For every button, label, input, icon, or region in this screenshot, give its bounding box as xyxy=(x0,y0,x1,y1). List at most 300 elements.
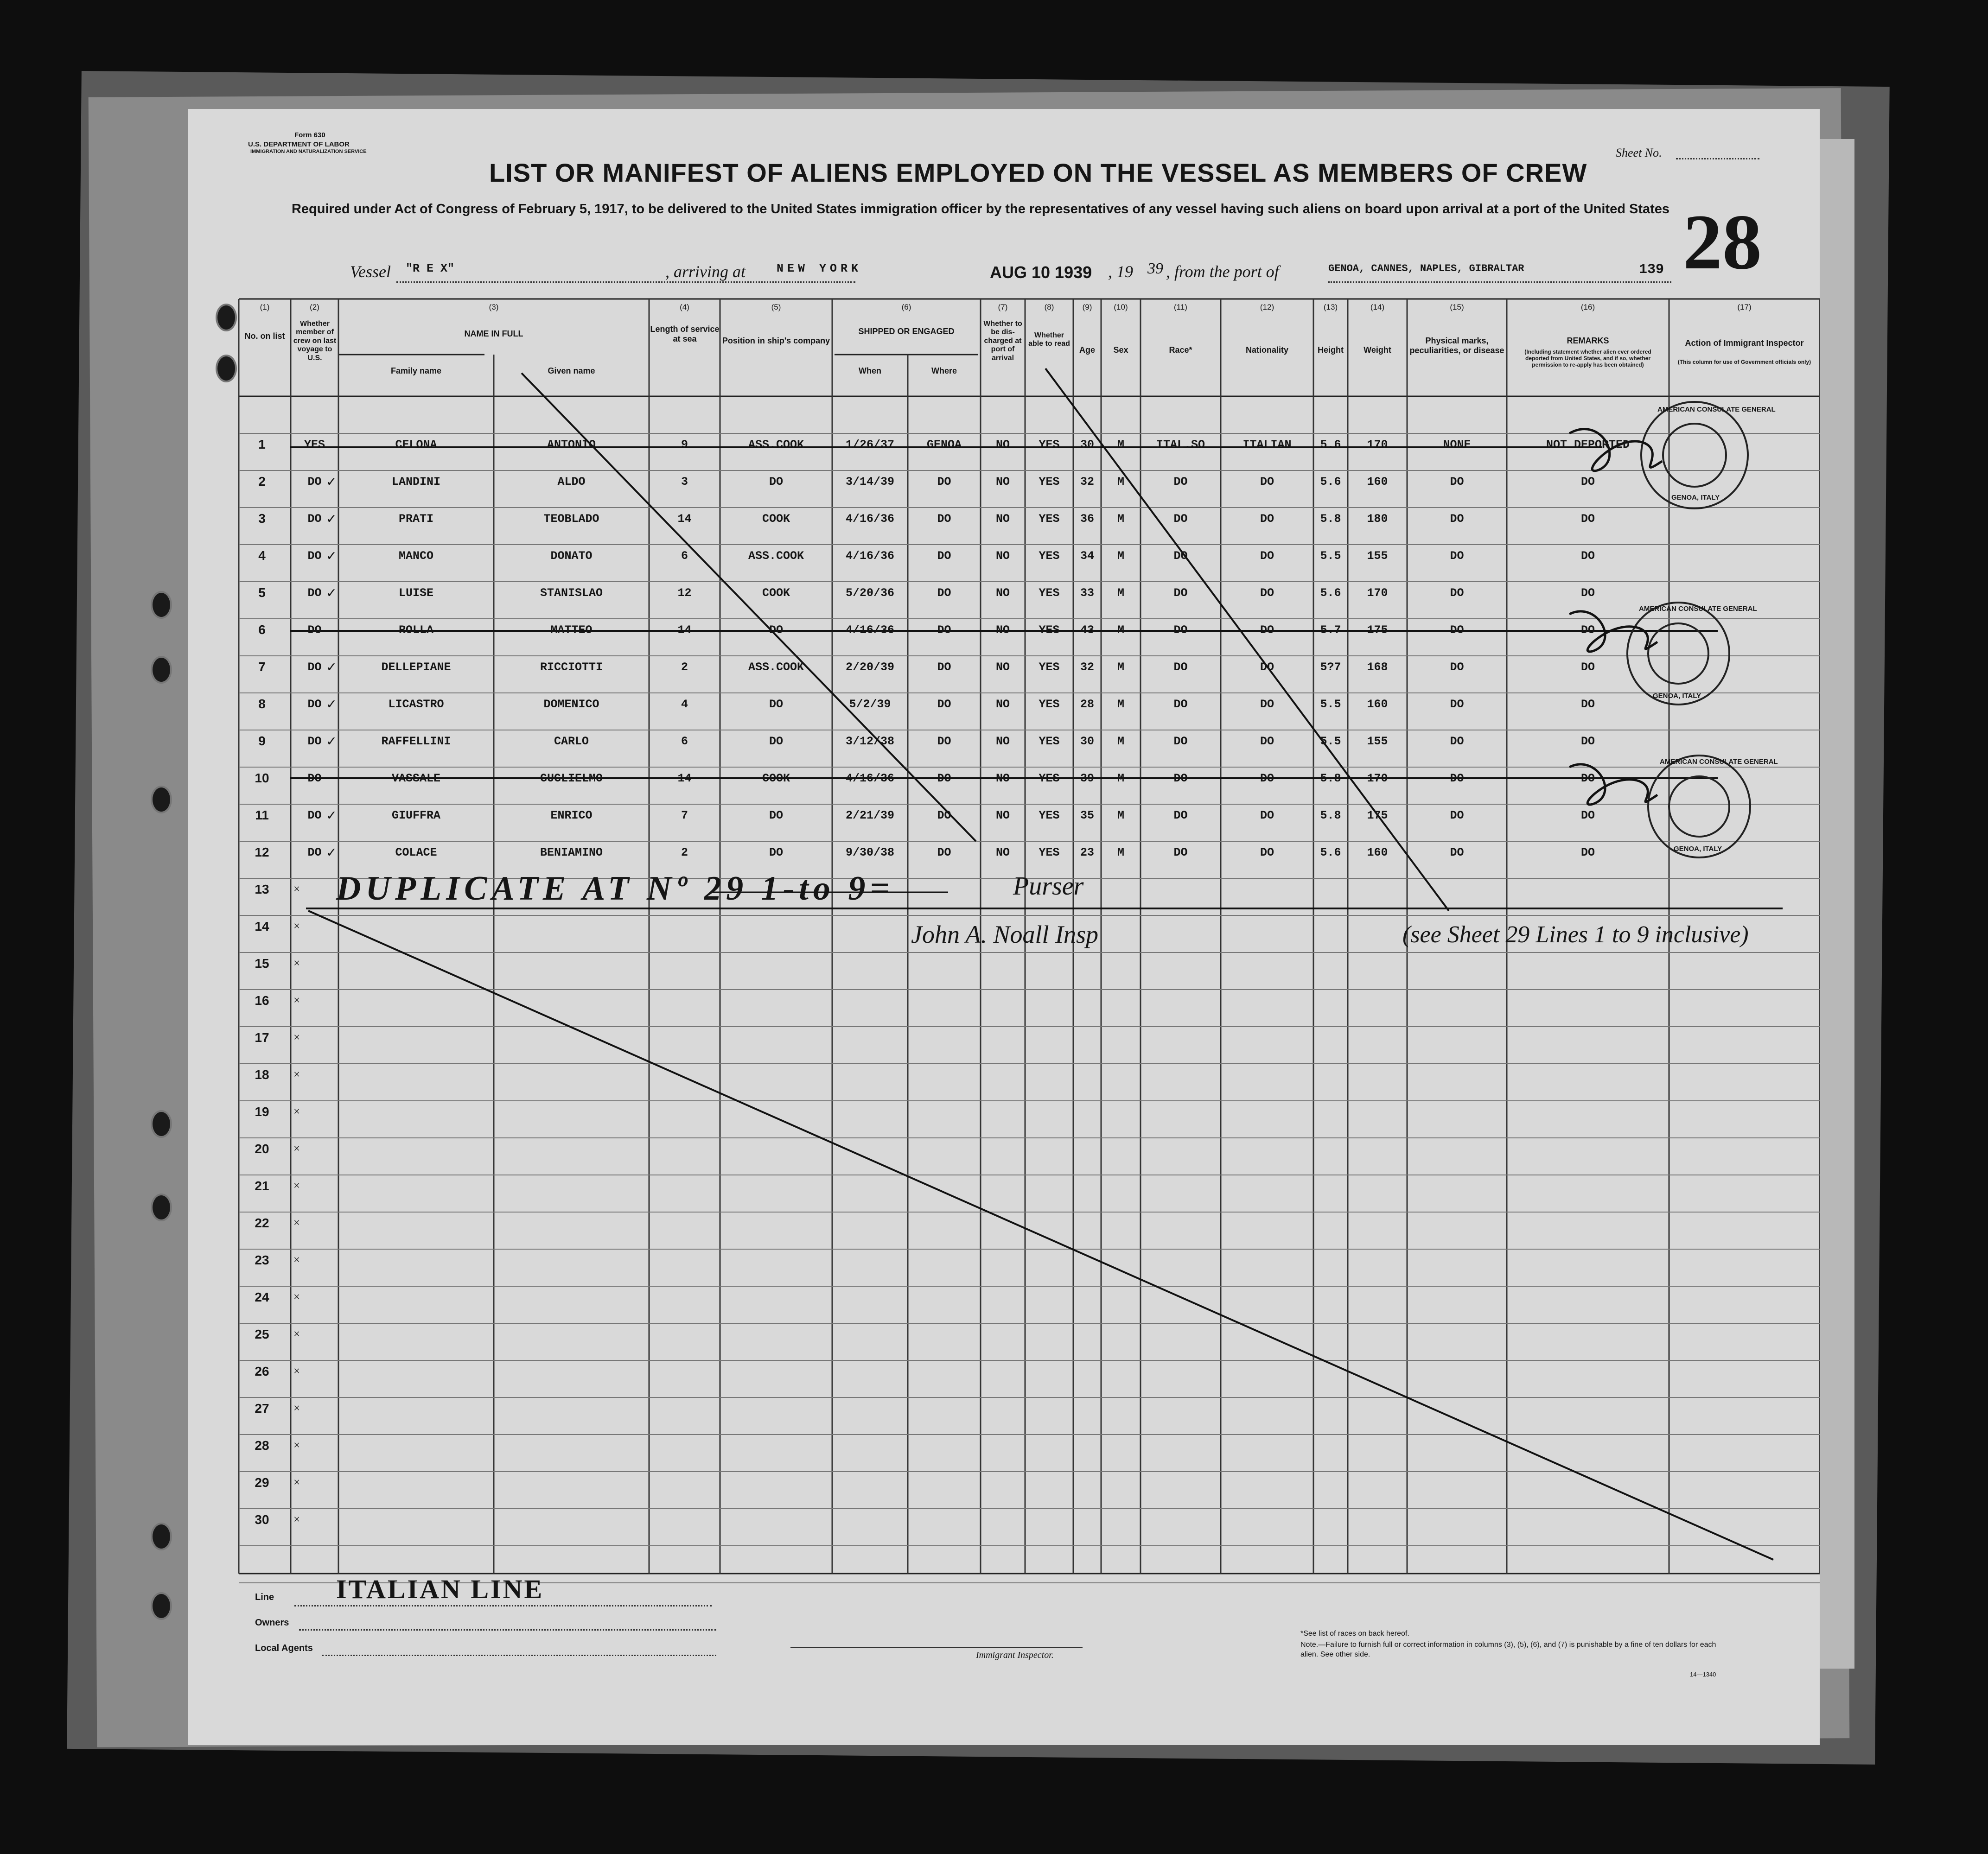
cell-remarks: DO xyxy=(1580,549,1595,563)
x-mark: × xyxy=(293,1143,300,1155)
cell-height: 5.8 xyxy=(1320,809,1341,822)
cell-sex: M xyxy=(1117,549,1124,563)
cell-read: YES xyxy=(1039,809,1060,822)
arriving-label: , arriving at xyxy=(665,262,746,281)
cell-nationality: DO xyxy=(1260,660,1274,674)
x-mark: × xyxy=(293,920,300,933)
row-number: 1 xyxy=(258,437,266,451)
cell-read: YES xyxy=(1039,438,1060,451)
check-mark: ✓ xyxy=(327,585,336,602)
check-mark: ✓ xyxy=(327,659,336,676)
footer-note: Note.—Failure to furnish full or correct information in columns (3), (5), (6), and (7) is punishable by a fine of ten dollars for each alien. See other side. xyxy=(1300,1641,1716,1658)
header-discharged: Whether to be dis-charged at port of arrival xyxy=(983,320,1022,362)
cell-member: YES xyxy=(304,438,325,451)
cell-when: 9/30/38 xyxy=(845,846,895,859)
cell-where: GENOA xyxy=(926,438,962,451)
cell-remarks: DO xyxy=(1580,512,1595,526)
footer-agents-dots xyxy=(322,1655,716,1656)
cell-height: 5.6 xyxy=(1320,586,1341,600)
cell-length: 12 xyxy=(677,586,692,600)
cell-weight: 175 xyxy=(1367,809,1388,822)
paper-stack-edge xyxy=(1817,139,1854,1669)
row-number: 21 xyxy=(255,1179,269,1193)
cell-when: 3/14/39 xyxy=(845,475,895,489)
cell-member: DO xyxy=(307,809,322,822)
cell-length: 4 xyxy=(681,698,688,711)
cell-read: YES xyxy=(1039,698,1060,711)
page-title: LIST OR MANIFEST OF ALIENS EMPLOYED ON THE VESSEL AS MEMBERS OF CREW xyxy=(489,158,1587,187)
cell-physical: DO xyxy=(1450,660,1464,674)
header-family-name: Family name xyxy=(390,366,442,375)
cell-sex: M xyxy=(1117,698,1124,711)
cell-sex: M xyxy=(1117,438,1124,451)
cell-physical: DO xyxy=(1450,586,1464,600)
cell-given: BENIAMINO xyxy=(540,846,603,859)
cell-weight: 180 xyxy=(1367,512,1388,526)
year-prefix: , 19 xyxy=(1108,262,1133,281)
x-mark: × xyxy=(293,1476,300,1489)
x-mark: × xyxy=(293,1291,300,1303)
x-mark: × xyxy=(293,1365,300,1378)
cell-race: DO xyxy=(1173,846,1188,859)
cell-remarks: DO xyxy=(1580,735,1595,748)
cell-given: MATTEO xyxy=(550,623,593,637)
row-number: 5 xyxy=(258,585,266,600)
cell-remarks: DO xyxy=(1580,846,1595,859)
cell-nationality: DO xyxy=(1260,549,1274,563)
cell-when: 2/21/39 xyxy=(845,809,895,822)
cell-given: TEOBLADO xyxy=(543,512,599,526)
x-mark: × xyxy=(293,883,300,895)
cell-when: 5/20/36 xyxy=(845,586,895,600)
handwritten-sheet-number: 28 xyxy=(1683,198,1762,286)
cell-length: 2 xyxy=(681,660,688,674)
see-sheet-note: (see Sheet 29 Lines 1 to 9 inclusive) xyxy=(1402,921,1749,948)
check-mark: ✓ xyxy=(327,474,336,491)
col-num-6: (6) xyxy=(901,303,911,311)
x-mark: × xyxy=(293,1254,300,1266)
header-given-name: Given name xyxy=(548,366,595,375)
cell-where: DO xyxy=(937,698,951,711)
cell-when: 4/16/36 xyxy=(845,772,895,785)
cell-physical: DO xyxy=(1450,735,1464,748)
cell-given: CARLO xyxy=(554,735,589,748)
footer-form-code: 14—1340 xyxy=(1690,1671,1716,1678)
cell-sex: M xyxy=(1117,772,1124,785)
binder-hole xyxy=(151,591,172,619)
header-action-note: (This column for use of Government officials only) xyxy=(1677,359,1811,365)
col-num-13: (13) xyxy=(1323,303,1338,311)
header-whether-member: Whether member of crew on last voyage to U.S. xyxy=(293,320,337,362)
x-mark: × xyxy=(293,1031,300,1044)
header-where: Where xyxy=(931,366,957,375)
cell-race: DO xyxy=(1173,809,1188,822)
cell-race: DO xyxy=(1173,660,1188,674)
row-number: 2 xyxy=(258,474,266,489)
cell-sex: M xyxy=(1117,660,1124,674)
cell-nationality: DO xyxy=(1260,698,1274,711)
cell-weight: 170 xyxy=(1367,772,1388,785)
cell-read: YES xyxy=(1039,623,1060,637)
cell-nationality: DO xyxy=(1260,512,1274,526)
cell-age: 28 xyxy=(1080,698,1094,711)
cell-position: DO xyxy=(769,809,783,822)
x-mark: × xyxy=(293,1513,300,1526)
col-num-17: (17) xyxy=(1737,303,1752,311)
cell-physical: DO xyxy=(1450,512,1464,526)
row-number: 19 xyxy=(255,1105,269,1119)
x-mark: × xyxy=(293,1105,300,1118)
cell-race: DO xyxy=(1173,512,1188,526)
cell-age: 23 xyxy=(1080,846,1094,859)
cell-remarks: DO xyxy=(1580,772,1595,785)
col-num-16: (16) xyxy=(1580,303,1595,311)
cell-when: 2/20/39 xyxy=(845,660,895,674)
cell-when: 3/12/38 xyxy=(845,735,895,748)
cell-family: PRATI xyxy=(398,512,433,526)
cell-read: YES xyxy=(1039,735,1060,748)
row-number: 25 xyxy=(255,1327,269,1341)
x-mark: × xyxy=(293,1328,300,1340)
row-number: 26 xyxy=(255,1364,269,1378)
inspector-signature-line xyxy=(790,1647,1083,1648)
footer-inspector-label: Immigrant Inspector. xyxy=(976,1650,1054,1660)
cell-race: ITAL.SO xyxy=(1156,438,1205,451)
cell-where: DO xyxy=(937,772,951,785)
cell-where: DO xyxy=(937,846,951,859)
cell-height: 5.5 xyxy=(1320,735,1341,748)
list-number: 139 xyxy=(1639,262,1664,278)
cell-family: LANDINI xyxy=(391,475,441,489)
cell-physical: DO xyxy=(1450,623,1464,637)
cell-family: CELONA xyxy=(395,438,437,451)
cell-height: 5.8 xyxy=(1320,772,1341,785)
cell-physical: DO xyxy=(1450,809,1464,822)
cell-length: 6 xyxy=(681,549,688,563)
cell-read: YES xyxy=(1039,772,1060,785)
header-remarks-note: (Including statement whether alien ever ordered deported from United States, and if so, whether permission to re-apply has been obtained) xyxy=(1524,349,1651,368)
cell-age: 39 xyxy=(1080,772,1094,785)
cell-age: 36 xyxy=(1080,512,1094,526)
from-port-label: , from the port of xyxy=(1166,262,1279,281)
cell-family: ROLLA xyxy=(398,623,433,637)
check-mark: ✓ xyxy=(327,844,336,862)
cell-age: 32 xyxy=(1080,660,1094,674)
cell-member: DO xyxy=(307,549,322,563)
footer-line-dots xyxy=(294,1605,712,1606)
check-mark: ✓ xyxy=(327,548,336,565)
cell-where: DO xyxy=(937,512,951,526)
cell-when: 1/26/37 xyxy=(845,438,895,451)
header-physical: Physical marks, peculiarities, or disease xyxy=(1409,336,1504,355)
cell-read: YES xyxy=(1039,475,1060,489)
cell-discharged: NO xyxy=(995,512,1010,526)
cell-position: DO xyxy=(769,475,783,489)
header-no-on-list: No. on list xyxy=(244,331,285,341)
cell-race: DO xyxy=(1173,698,1188,711)
cell-position: DO xyxy=(769,735,783,748)
cell-weight: 170 xyxy=(1367,438,1388,451)
header-sex: Sex xyxy=(1113,345,1128,355)
row-number: 27 xyxy=(255,1401,269,1416)
purser-signature: Purser xyxy=(1013,872,1084,901)
cell-member: DO xyxy=(307,623,322,637)
cell-position: DO xyxy=(769,698,783,711)
vessel-label: Vessel xyxy=(350,262,391,281)
row-number: 23 xyxy=(255,1253,269,1267)
cell-physical: DO xyxy=(1450,549,1464,563)
cell-race: DO xyxy=(1173,586,1188,600)
row-number: 17 xyxy=(255,1030,269,1045)
row-number: 18 xyxy=(255,1067,269,1082)
cell-race: DO xyxy=(1173,549,1188,563)
row-number: 29 xyxy=(255,1475,269,1490)
seal-text-bottom: GENOA, ITALY xyxy=(1674,845,1722,853)
footer-owners-label: Owners xyxy=(255,1618,289,1628)
cell-weight: 170 xyxy=(1367,586,1388,600)
cell-family: MANCO xyxy=(398,549,433,563)
cell-member: DO xyxy=(307,586,322,600)
cell-remarks: DO xyxy=(1580,623,1595,637)
cell-position: DO xyxy=(769,846,783,859)
cell-position: COOK xyxy=(762,772,790,785)
header-nationality: Nationality xyxy=(1245,345,1288,355)
cell-position: COOK xyxy=(762,586,790,600)
seal-text-bottom: GENOA, ITALY xyxy=(1653,692,1701,700)
cell-length: 7 xyxy=(681,809,688,822)
row-number: 14 xyxy=(255,919,269,933)
col-num-3: (3) xyxy=(489,303,499,311)
cell-family: COLACE xyxy=(395,846,437,859)
cell-position: COOK xyxy=(762,512,790,526)
cell-weight: 168 xyxy=(1367,660,1388,674)
cell-discharged: NO xyxy=(995,698,1010,711)
cell-physical: DO xyxy=(1450,772,1464,785)
col-num-2: (2) xyxy=(310,303,319,311)
cell-discharged: NO xyxy=(995,772,1010,785)
cell-physical: NONE xyxy=(1443,438,1471,451)
col-num-15: (15) xyxy=(1450,303,1464,311)
cell-sex: M xyxy=(1117,809,1124,822)
x-mark: × xyxy=(293,1180,300,1192)
cell-age: 34 xyxy=(1080,549,1094,563)
header-when: When xyxy=(859,366,881,375)
cell-nationality: DO xyxy=(1260,623,1274,637)
cell-weight: 155 xyxy=(1367,549,1388,563)
row-number: 12 xyxy=(255,845,269,859)
cell-length: 14 xyxy=(677,623,692,637)
cell-member: DO xyxy=(307,846,322,859)
cell-remarks: DO xyxy=(1580,809,1595,822)
cell-read: YES xyxy=(1039,586,1060,600)
cell-discharged: NO xyxy=(995,438,1010,451)
binder-hole xyxy=(151,786,172,813)
col-num-12: (12) xyxy=(1260,303,1274,311)
x-mark: × xyxy=(293,1217,300,1229)
footer-owners-dots xyxy=(299,1629,716,1631)
seal-text-top: AMERICAN CONSULATE GENERAL xyxy=(1639,605,1757,613)
cell-length: 3 xyxy=(681,475,688,489)
header-able-read: Whether able to read xyxy=(1028,331,1070,348)
check-mark: ✓ xyxy=(327,511,336,528)
cell-discharged: NO xyxy=(995,586,1010,600)
cell-given: DONATO xyxy=(550,549,593,563)
x-mark: × xyxy=(293,1068,300,1081)
cell-when: 4/16/36 xyxy=(845,512,895,526)
cell-height: 5?7 xyxy=(1320,660,1341,674)
cell-remarks: DO xyxy=(1580,586,1595,600)
cell-family: DELLEPIANE xyxy=(381,660,451,674)
col-num-10: (10) xyxy=(1114,303,1128,311)
cell-nationality: DO xyxy=(1260,586,1274,600)
col-num-8: (8) xyxy=(1044,303,1054,311)
binder-hole xyxy=(151,1110,172,1138)
cell-where: DO xyxy=(937,549,951,563)
col-num-9: (9) xyxy=(1082,303,1092,311)
cell-member: DO xyxy=(307,698,322,711)
cell-height: 5.6 xyxy=(1320,438,1341,451)
cell-length: 14 xyxy=(677,512,692,526)
cell-weight: 160 xyxy=(1367,475,1388,489)
col-num-4: (4) xyxy=(680,303,689,311)
header-weight: Weight xyxy=(1364,345,1391,355)
cell-where: DO xyxy=(937,660,951,674)
cell-discharged: NO xyxy=(995,809,1010,822)
cell-where: DO xyxy=(937,586,951,600)
row-number: 8 xyxy=(258,697,266,711)
row-number: 15 xyxy=(255,956,269,971)
cell-nationality: DO xyxy=(1260,735,1274,748)
cell-race: DO xyxy=(1173,772,1188,785)
cell-discharged: NO xyxy=(995,735,1010,748)
seal-text-top: AMERICAN CONSULATE GENERAL xyxy=(1660,758,1778,766)
cell-member: DO xyxy=(307,735,322,748)
cell-sex: M xyxy=(1117,623,1124,637)
cell-member: DO xyxy=(307,512,322,526)
cell-age: 30 xyxy=(1080,438,1094,451)
row-number: 9 xyxy=(258,734,266,748)
cell-age: 32 xyxy=(1080,475,1094,489)
cell-length: 2 xyxy=(681,846,688,859)
cell-nationality: ITALIAN xyxy=(1242,438,1292,451)
cell-weight: 175 xyxy=(1367,623,1388,637)
cell-height: 5.8 xyxy=(1320,512,1341,526)
cell-given: ENRICO xyxy=(550,809,593,822)
cell-sex: M xyxy=(1117,735,1124,748)
x-mark: × xyxy=(293,957,300,970)
page-subtitle: Required under Act of Congress of February 5, 1917, to be delivered to the United States immigration officer by the representatives of any vessel having such aliens on board upon arrival at a port of the United States xyxy=(291,202,1670,216)
row-number: 24 xyxy=(255,1290,269,1304)
col-num-7: (7) xyxy=(998,303,1008,311)
binder-hole xyxy=(151,1523,172,1550)
row-number: 13 xyxy=(255,882,269,896)
header-name-in-full: NAME IN FULL xyxy=(464,329,523,338)
x-mark: × xyxy=(293,1402,300,1415)
check-mark: ✓ xyxy=(327,733,336,750)
cell-position: ASS.COOK xyxy=(748,438,804,451)
cell-family: LUISE xyxy=(398,586,433,600)
cell-discharged: NO xyxy=(995,660,1010,674)
cell-given: RICCIOTTI xyxy=(540,660,603,674)
cell-age: 30 xyxy=(1080,735,1094,748)
cell-given: DOMENICO xyxy=(543,698,599,711)
row-number: 30 xyxy=(255,1512,269,1527)
cell-race: DO xyxy=(1173,623,1188,637)
manifest-sheet xyxy=(188,109,1820,1745)
cell-family: GIUFFRA xyxy=(391,809,441,822)
cell-height: 5.5 xyxy=(1320,698,1341,711)
header-action: Action of Immigrant Inspector xyxy=(1685,338,1804,348)
cell-where: DO xyxy=(937,623,951,637)
footer-line-value: ITALIAN LINE xyxy=(336,1574,544,1604)
check-mark: ✓ xyxy=(327,807,336,825)
row-number: 10 xyxy=(255,771,269,785)
date-stamp: AUG 10 1939 xyxy=(990,263,1092,282)
cell-nationality: DO xyxy=(1260,809,1274,822)
cell-sex: M xyxy=(1117,586,1124,600)
header-length-service: Length of service at sea xyxy=(650,324,720,343)
header-position: Position in ship's company xyxy=(722,336,830,345)
binder-hole xyxy=(151,656,172,684)
cell-when: 4/16/36 xyxy=(845,549,895,563)
cell-where: DO xyxy=(937,809,951,822)
col-num-1: (1) xyxy=(260,303,270,311)
cell-member: DO xyxy=(307,660,322,674)
cell-given: STANISLAO xyxy=(540,586,603,600)
cell-age: 43 xyxy=(1080,623,1094,637)
cell-height: 5.7 xyxy=(1320,623,1341,637)
binder-hole xyxy=(151,1592,172,1620)
cell-when: 5/2/39 xyxy=(849,698,891,711)
header-shipped: SHIPPED OR ENGAGED xyxy=(858,327,955,336)
seal-text-top: AMERICAN CONSULATE GENERAL xyxy=(1657,406,1776,413)
cell-age: 33 xyxy=(1080,586,1094,600)
cell-nationality: DO xyxy=(1260,772,1274,785)
header-age: Age xyxy=(1079,345,1095,355)
x-mark: × xyxy=(293,1439,300,1452)
cell-weight: 160 xyxy=(1367,698,1388,711)
year-value: 39 xyxy=(1147,260,1163,277)
row-number: 4 xyxy=(258,548,266,563)
cell-discharged: NO xyxy=(995,623,1010,637)
duplicate-note: DUPLICATE AT Nº 29 1-to 9= xyxy=(336,870,894,908)
row-number: 16 xyxy=(255,993,269,1008)
cell-sex: M xyxy=(1117,512,1124,526)
cell-weight: 155 xyxy=(1367,735,1388,748)
cell-physical: DO xyxy=(1450,698,1464,711)
cell-age: 35 xyxy=(1080,809,1094,822)
row-number: 11 xyxy=(255,808,269,822)
x-mark: × xyxy=(293,994,300,1007)
seal-text-bottom: GENOA, ITALY xyxy=(1671,494,1720,502)
cell-nationality: DO xyxy=(1260,475,1274,489)
header-remarks: REMARKS xyxy=(1567,336,1609,345)
footer-agents-label: Local Agents xyxy=(255,1643,313,1653)
cell-race: DO xyxy=(1173,735,1188,748)
cell-length: 6 xyxy=(681,735,688,748)
departure-ports: GENOA, CANNES, NAPLES, GIBRALTAR xyxy=(1328,263,1524,274)
cell-nationality: DO xyxy=(1260,846,1274,859)
arrival-port: NEW YORK xyxy=(777,262,862,275)
department-label: U.S. DEPARTMENT OF LABOR xyxy=(248,140,350,148)
cell-when: 4/16/36 xyxy=(845,623,895,637)
col-num-14: (14) xyxy=(1370,303,1385,311)
cell-given: GUGLIELMO xyxy=(540,772,603,785)
row-number: 22 xyxy=(255,1216,269,1230)
cell-sex: M xyxy=(1117,475,1124,489)
cell-position: DO xyxy=(769,623,783,637)
cell-read: YES xyxy=(1039,512,1060,526)
